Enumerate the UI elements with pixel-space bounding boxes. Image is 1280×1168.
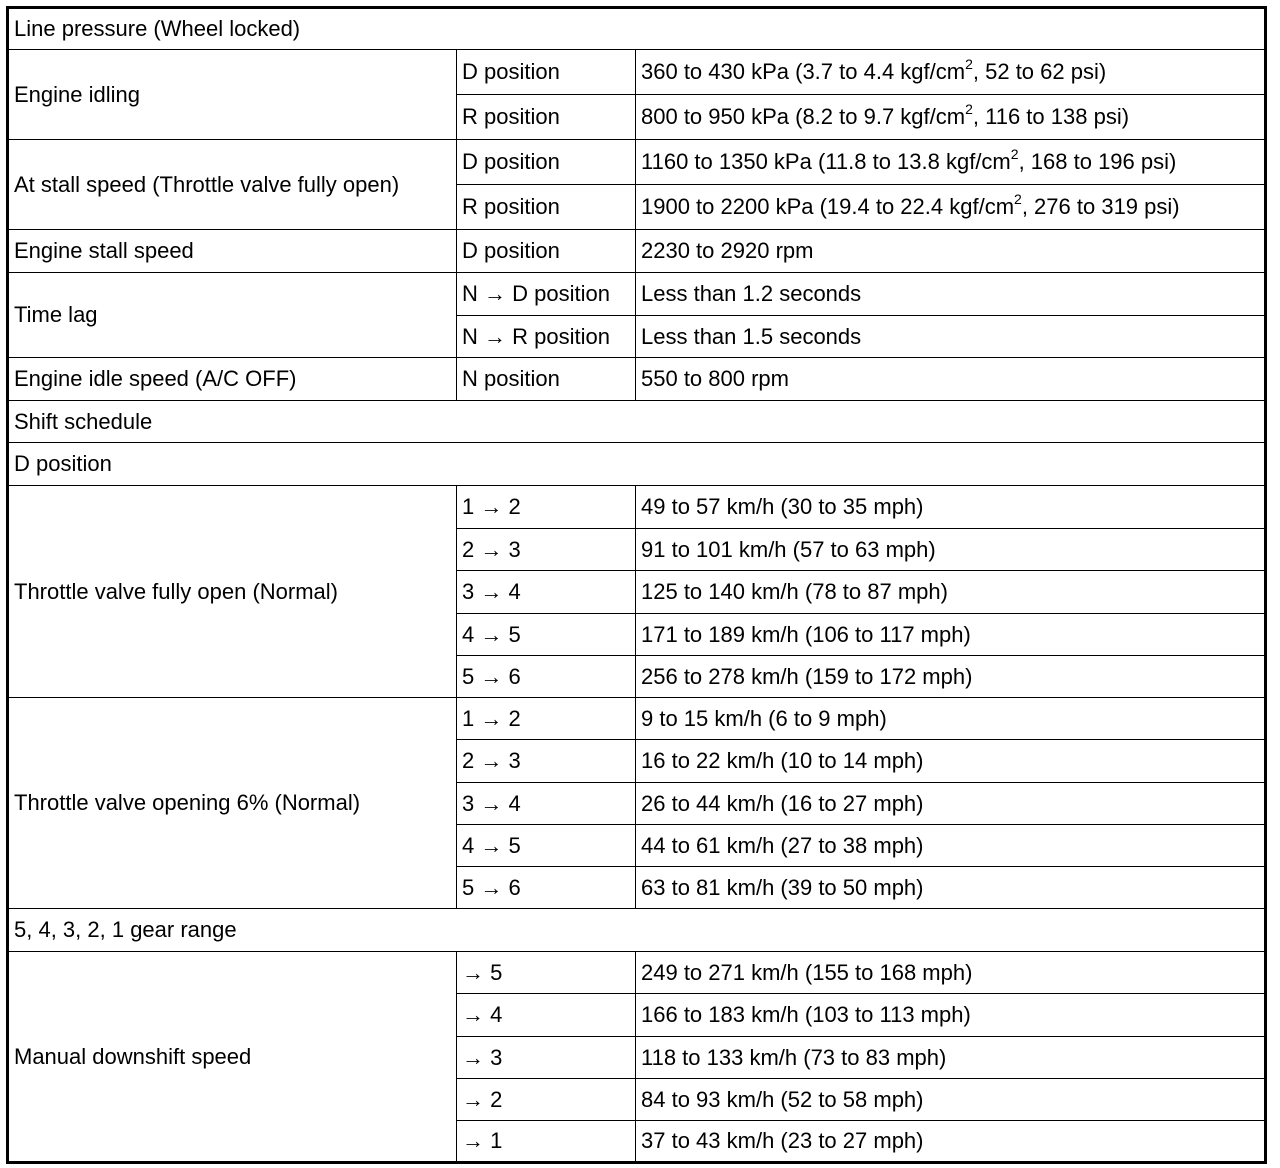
condition-cell: D position [457,140,636,185]
value-cell: 360 to 430 kPa (3.7 to 4.4 kgf/$cm^2$, 52 to 62 psi) [636,50,1266,95]
spec-table [6,6,1267,1164]
section-title-gear-range: 5, 4, 3, 2, 1 gear range [8,909,1266,952]
value-cell: 63 to 81 km/h (39 to 50 mph) [636,867,1266,909]
value-cell: 9 to 15 km/h (6 to 9 mph) [636,698,1266,740]
value-cell: 1160 to 1350 kPa (11.8 to 13.8 kgf/$cm^2$, 168 to 196 psi) [636,140,1266,185]
condition-cell: D position [457,230,636,273]
section-title-shift-schedule: Shift schedule [8,401,1266,443]
value-cell: 1900 to 2200 kPa (19.4 to 22.4 kgf/$cm^2$, 276 to 319 psi) [636,185,1266,230]
value-cell: 800 to 950 kPa (8.2 to 9.7 kgf/$cm^2$, 116 to 138 psi) [636,95,1266,140]
shift-cell: 2 → 3 [457,740,636,783]
condition-cell: D position [457,50,636,95]
section-title-line-pressure: Line pressure (Wheel locked) [8,8,1266,50]
value-cell: 166 to 183 km/h (103 to 113 mph) [636,994,1266,1037]
value-cell: Less than 1.2 seconds [636,273,1266,316]
item-label-throttle-6: Throttle valve opening 6% (Normal) [8,698,457,909]
item-label-time-lag: Time lag [8,273,457,358]
table-row [8,698,1266,740]
section-row-gear-range [8,909,1266,952]
value-cell: 44 to 61 km/h (27 to 38 mph) [636,825,1266,867]
condition-cell: N → R position [457,316,636,358]
item-label-engine-stall-speed: Engine stall speed [8,230,457,273]
table-row [8,230,1266,273]
value-cell: 26 to 44 km/h (16 to 27 mph) [636,783,1266,825]
shift-cell: → 1 [457,1121,636,1163]
value-cell: Less than 1.5 seconds [636,316,1266,358]
section-row-line-pressure [8,8,1266,50]
shift-cell: 1 → 2 [457,486,636,529]
value-cell: 125 to 140 km/h (78 to 87 mph) [636,571,1266,614]
item-label-engine-idle-speed: Engine idle speed (A/C OFF) [8,358,457,401]
shift-cell: 4 → 5 [457,825,636,867]
item-label-stall-speed: At stall speed (Throttle valve fully open) [8,140,457,230]
section-title-d-position: D position [8,443,1266,486]
condition-cell: R position [457,95,636,140]
table-row [8,273,1266,316]
condition-cell: R position [457,185,636,230]
value-cell: 91 to 101 km/h (57 to 63 mph) [636,529,1266,571]
condition-cell: N → D position [457,273,636,316]
shift-cell: → 2 [457,1079,636,1121]
shift-cell: 4 → 5 [457,614,636,656]
table-row [8,140,1266,185]
value-cell: 118 to 133 km/h (73 to 83 mph) [636,1037,1266,1079]
shift-cell: 1 → 2 [457,698,636,740]
shift-cell: → 4 [457,994,636,1037]
shift-cell: → 3 [457,1037,636,1079]
value-cell: 256 to 278 km/h (159 to 172 mph) [636,656,1266,698]
value-cell: 249 to 271 km/h (155 to 168 mph) [636,952,1266,994]
condition-cell: N position [457,358,636,401]
table-row [8,486,1266,529]
value-cell: 84 to 93 km/h (52 to 58 mph) [636,1079,1266,1121]
item-label-engine-idling: Engine idling [8,50,457,140]
shift-cell: 5 → 6 [457,867,636,909]
item-label-throttle-full: Throttle valve fully open (Normal) [8,486,457,698]
value-cell: 16 to 22 km/h (10 to 14 mph) [636,740,1266,783]
table-row [8,50,1266,95]
value-cell: 171 to 189 km/h (106 to 117 mph) [636,614,1266,656]
table-row [8,952,1266,994]
shift-cell: 2 → 3 [457,529,636,571]
shift-cell: 3 → 4 [457,783,636,825]
value-cell: 2230 to 2920 rpm [636,230,1266,273]
item-label-manual-downshift: Manual downshift speed [8,952,457,1163]
shift-cell: → 5 [457,952,636,994]
section-row-shift-schedule [8,401,1266,443]
shift-cell: 3 → 4 [457,571,636,614]
table-row [8,358,1266,401]
section-row-d-position [8,443,1266,486]
value-cell: 37 to 43 km/h (23 to 27 mph) [636,1121,1266,1163]
value-cell: 49 to 57 km/h (30 to 35 mph) [636,486,1266,529]
shift-cell: 5 → 6 [457,656,636,698]
value-cell: 550 to 800 rpm [636,358,1266,401]
